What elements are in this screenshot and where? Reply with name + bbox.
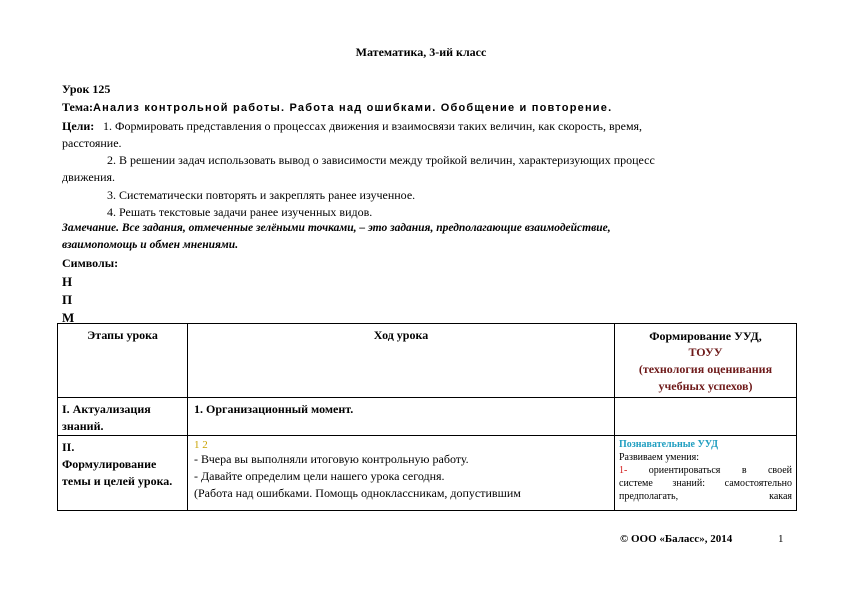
goals-label: Цели:	[62, 119, 95, 133]
goal-1: 1. Формировать представления о процессах движения и взаимосвязи таких величин, как скорость, время,	[103, 119, 643, 133]
table-header-row	[58, 324, 797, 398]
header-touu-full: (технология оценивания учебных успехов)	[638, 362, 773, 393]
table-row	[58, 398, 797, 436]
lesson-table	[57, 323, 797, 511]
lesson-number: Урок 125	[62, 82, 111, 96]
uud-cell	[615, 436, 797, 511]
uud-line-1	[619, 464, 792, 477]
stage-actualization: I. Актуализация знаний.	[58, 398, 188, 436]
symbol-p: П	[62, 292, 73, 307]
symbol-m: М	[62, 310, 75, 325]
table-row	[58, 436, 797, 511]
uud-intro: Развиваем умения:	[619, 452, 700, 463]
goal-4: 4. Решать текстовые задачи ранее изученных видов.	[107, 205, 373, 219]
header-uud-label: Формирование УУД,	[649, 329, 762, 343]
course-line-1: - Вчера вы выполняли итоговую контрольную работу.	[194, 452, 469, 466]
uud-line-2: системе знаний: самостоятельно	[619, 478, 792, 489]
header-course: Ход урока	[188, 324, 615, 398]
footer-copyright: © ООО «Баласс», 2014	[620, 533, 733, 545]
goal-2-continued: движения.	[62, 170, 116, 184]
symbol-n: Н	[62, 274, 73, 289]
symbols-label: Символы:	[62, 256, 119, 270]
stage-formulation-num: II.	[62, 440, 75, 454]
goal-2: 2. В решении задач использовать вывод о зависимости между тройкой величин, характеризующих процесс	[107, 153, 655, 167]
course-line-2: - Давайте определим цели нашего урока сегодня.	[194, 469, 445, 483]
topic-text: Анализ контрольной работы. Работа над ошибками. Обобщение и повторение.	[92, 102, 613, 114]
note-line-2: взаимопомощь и обмен мнениями.	[62, 239, 239, 251]
course-formulation	[188, 436, 615, 511]
uud-title: Познавательные УУД	[619, 439, 719, 450]
header-uud	[615, 324, 797, 398]
uud-number: 1-	[619, 465, 628, 476]
uud-line-1-text: ориентироваться в своей	[627, 465, 792, 476]
header-stages: Этапы урока	[58, 324, 188, 398]
header-touu: ТОУУ	[688, 345, 723, 359]
page-number: 1	[778, 533, 784, 545]
course-line-3: (Работа над ошибками. Помощь одноклассникам, допустившим	[194, 486, 521, 500]
topic-label: Тема:	[62, 100, 93, 114]
stage-formulation	[58, 436, 188, 511]
goal-1-continued: расстояние.	[62, 136, 122, 150]
stage-formulation-text: Формулирование темы и целей урока.	[62, 457, 173, 488]
document-subject: Математика, 3-ий класс	[355, 45, 487, 59]
goal-3: 3. Систематически повторять и закреплять ранее изученное.	[107, 188, 416, 202]
uud-empty-cell	[615, 398, 797, 436]
note-line-1: Замечание. Все задания, отмеченные зелёными точками, – это задания, предполагающие взаимодействие,	[62, 222, 611, 234]
course-org-moment: 1. Организационный момент.	[188, 398, 615, 436]
lesson-topic	[62, 100, 612, 115]
uud-line-3: предполагать, какая	[619, 491, 792, 502]
symbol-marks: 1 2	[194, 439, 208, 451]
